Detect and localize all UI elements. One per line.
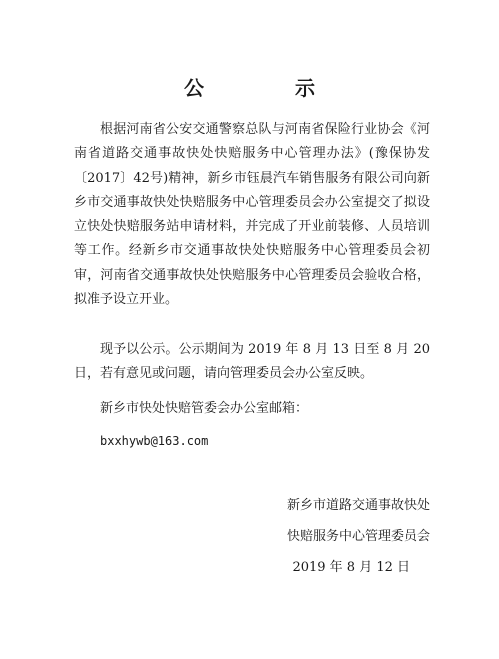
issue-date: 2019 年 8 月 12 日 (292, 560, 410, 575)
email-label: 新乡市快处快赔管委会办公室邮箱： (100, 401, 309, 416)
email-address[interactable]: bxxhywb@163.com (100, 434, 209, 448)
notice-title: 公 示 (184, 76, 357, 100)
notice-body-paragraph: 根据河南省公安交通警察总队与河南省保险行业协会《河南省道路交通事故快处快赔服务中心管理办法》(豫保协发〔2017〕42号)精神，新乡市钰晨汽车销售服务有限公司向新乡市交通事故快处快赔服务中心管理委员会办公室提交了拟设立快处快赔服务站申请材料，并完成了开业前装修、人员培训等工作。经新乡市交通事故快处快赔服务中心管理委员会初审，河南省交通事故快处快赔服务中心管理委员会验收合格，拟准予设立开业。 (74, 122, 430, 308)
issuer-name-line-1: 新乡市道路交通事故快处 (286, 498, 430, 513)
issuer-name-line-2: 快赔服务中心管理委员会 (286, 529, 430, 544)
publicity-period-paragraph: 现予以公示。公示期间为 2019 年 8 月 13 日至 8 月 20 日，若有意见或问题，请向管理委员会办公室反映。 (74, 342, 430, 382)
